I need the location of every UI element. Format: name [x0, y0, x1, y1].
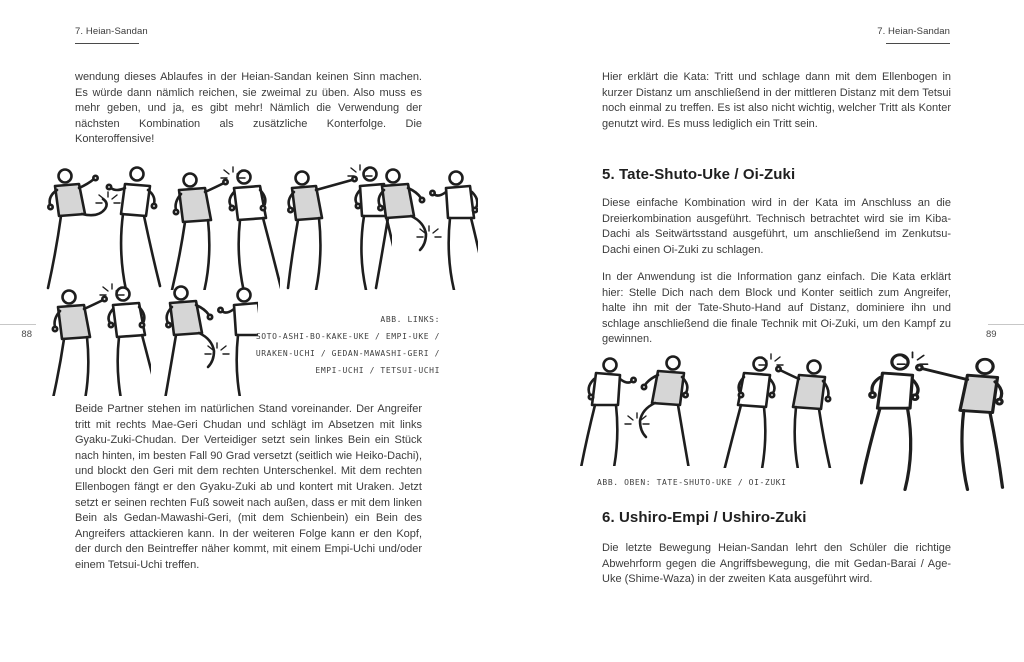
page-number-right: 89: [986, 329, 997, 340]
stick-figure-pair-illustration: [710, 351, 838, 468]
page-number-rule-left: [0, 324, 36, 325]
figure-caption-line: EMPI-UCHI / TETSUI-UCHI: [315, 366, 440, 375]
stick-figure-pair-illustration: [368, 164, 478, 290]
stick-figure-pair-illustration: [45, 281, 151, 396]
figure-caption-line: URAKEN-UCHI / GEDAN-MAWASHI-GERI /: [255, 349, 440, 358]
figure-caption-right: ABB. OBEN: TATE-SHUTO-UKE / OI-ZUKI: [597, 478, 787, 487]
left-paragraph-bottom: Beide Partner stehen im natürlichen Stand voreinander. Der Angreifer tritt mit rechts Mae-Geri Chudan und schlägt im Absetzen mit links Gyaku-Zuki-Chudan. Der Verteidiger setzt sein linkes Bein ein Stück nach hinten, im besten Fall 90 Grad versetzt (seitlich wie Heiko-Dachi), und blockt den Geri mit dem rechten Unterschenkel. Mit dem rechten Ellenbogen fängt er den Gyaku-Zuki ab und kontert mit Uraken. Jetzt setzt er seinen rechten Fuß soweit nach außen, dass er mit dem linken Bein als Gedan-Mawashi-Geri, (mit dem Schienbein) ein Bein des Angreifers attackieren kann. In der weiteren Folge kann er den Kopf, der durch den Beintreffer näher kommt, mit einem Empi-Uchi und/oder einem Tetsui-Uchi treffen.: [75, 403, 422, 571]
running-header-right: 7. Heian-Sandan: [877, 26, 950, 37]
section-heading-6: 6. Ushiro-Empi / Ushiro-Zuki: [602, 509, 807, 526]
running-header-rule-right: [886, 43, 950, 44]
page-number-rule-right: [988, 324, 1024, 325]
running-header-rule-left: [75, 43, 139, 44]
section5-paragraph-2: In der Anwendung ist die Information ganz einfach. Die Kata erklärt hier: Stelle Dich nach dem Block und Konter seitlich zum Angreifer, halte ihn mit der Tate-Shuto-Hand auf Distanz, dominiere ihn und schlage anschließend die finale Technik mit Oi-Zuki, um den Kampf zu gewinnen.: [602, 271, 951, 346]
stick-figure-pair-illustration: [850, 351, 1010, 501]
stick-figure-pair-illustration: [166, 164, 280, 290]
figure-caption-title: ABB. LINKS:: [380, 315, 440, 324]
figure-caption-left: [220, 311, 440, 379]
right-paragraph-top: Hier erklärt die Kata: Tritt und schlage dann mit dem Ellenbogen in kurzer Distanz um anschließend in der mittleren Distanz mit dem Tetsui noch einmal zu treffen. Es ist also nicht wichtig, welcher Tritt als Konter genutzt wird. Es muss lediglich ein Tritt sein.: [602, 71, 951, 130]
figure-caption-line: SOTO-ASHI-BO-KAKE-UKE / EMPI-UKE /: [255, 332, 440, 341]
right-page: [512, 0, 1024, 662]
left-paragraph-top: wendung dieses Ablaufes in der Heian-Sandan keinen Sinn machen. Es würde dann nämlich reichen, sie zweimal zu üben. Also muss es mehr geben, und ja, es gibt mehr! Nämlich die Verwendung der nächsten Kombination als zusätzliche Konterfolge. Die Konteroffensive!: [75, 71, 422, 146]
stick-figure-pair-illustration: [572, 351, 698, 466]
section5-paragraph-1: Diese einfache Kombination wird in der Kata im Anschluss an die Dreierkombination ausgeführt. Technisch betrachtet wird sie im Kiba-Dachi als Seitwärtsstand ausgeführt, um anschließend im Zenkutsu-Dachi einen Oi-Zuki zu schlagen.: [602, 197, 951, 256]
running-header-left: 7. Heian-Sandan: [75, 26, 148, 37]
page-number-left: 88: [21, 329, 32, 340]
stick-figure-pair-illustration: [44, 164, 162, 290]
section6-paragraph-1: Die letzte Bewegung Heian-Sandan lehrt den Schüler die richtige Abwehrform gegen die Angriffsbewegung, die mit Gedan-Barai / Age-Uke (Shime-Waza) in der zweiten Kata ausgeführt wird.: [602, 542, 951, 586]
section-heading-5: 5. Tate-Shuto-Uke / Oi-Zuki: [602, 166, 796, 183]
